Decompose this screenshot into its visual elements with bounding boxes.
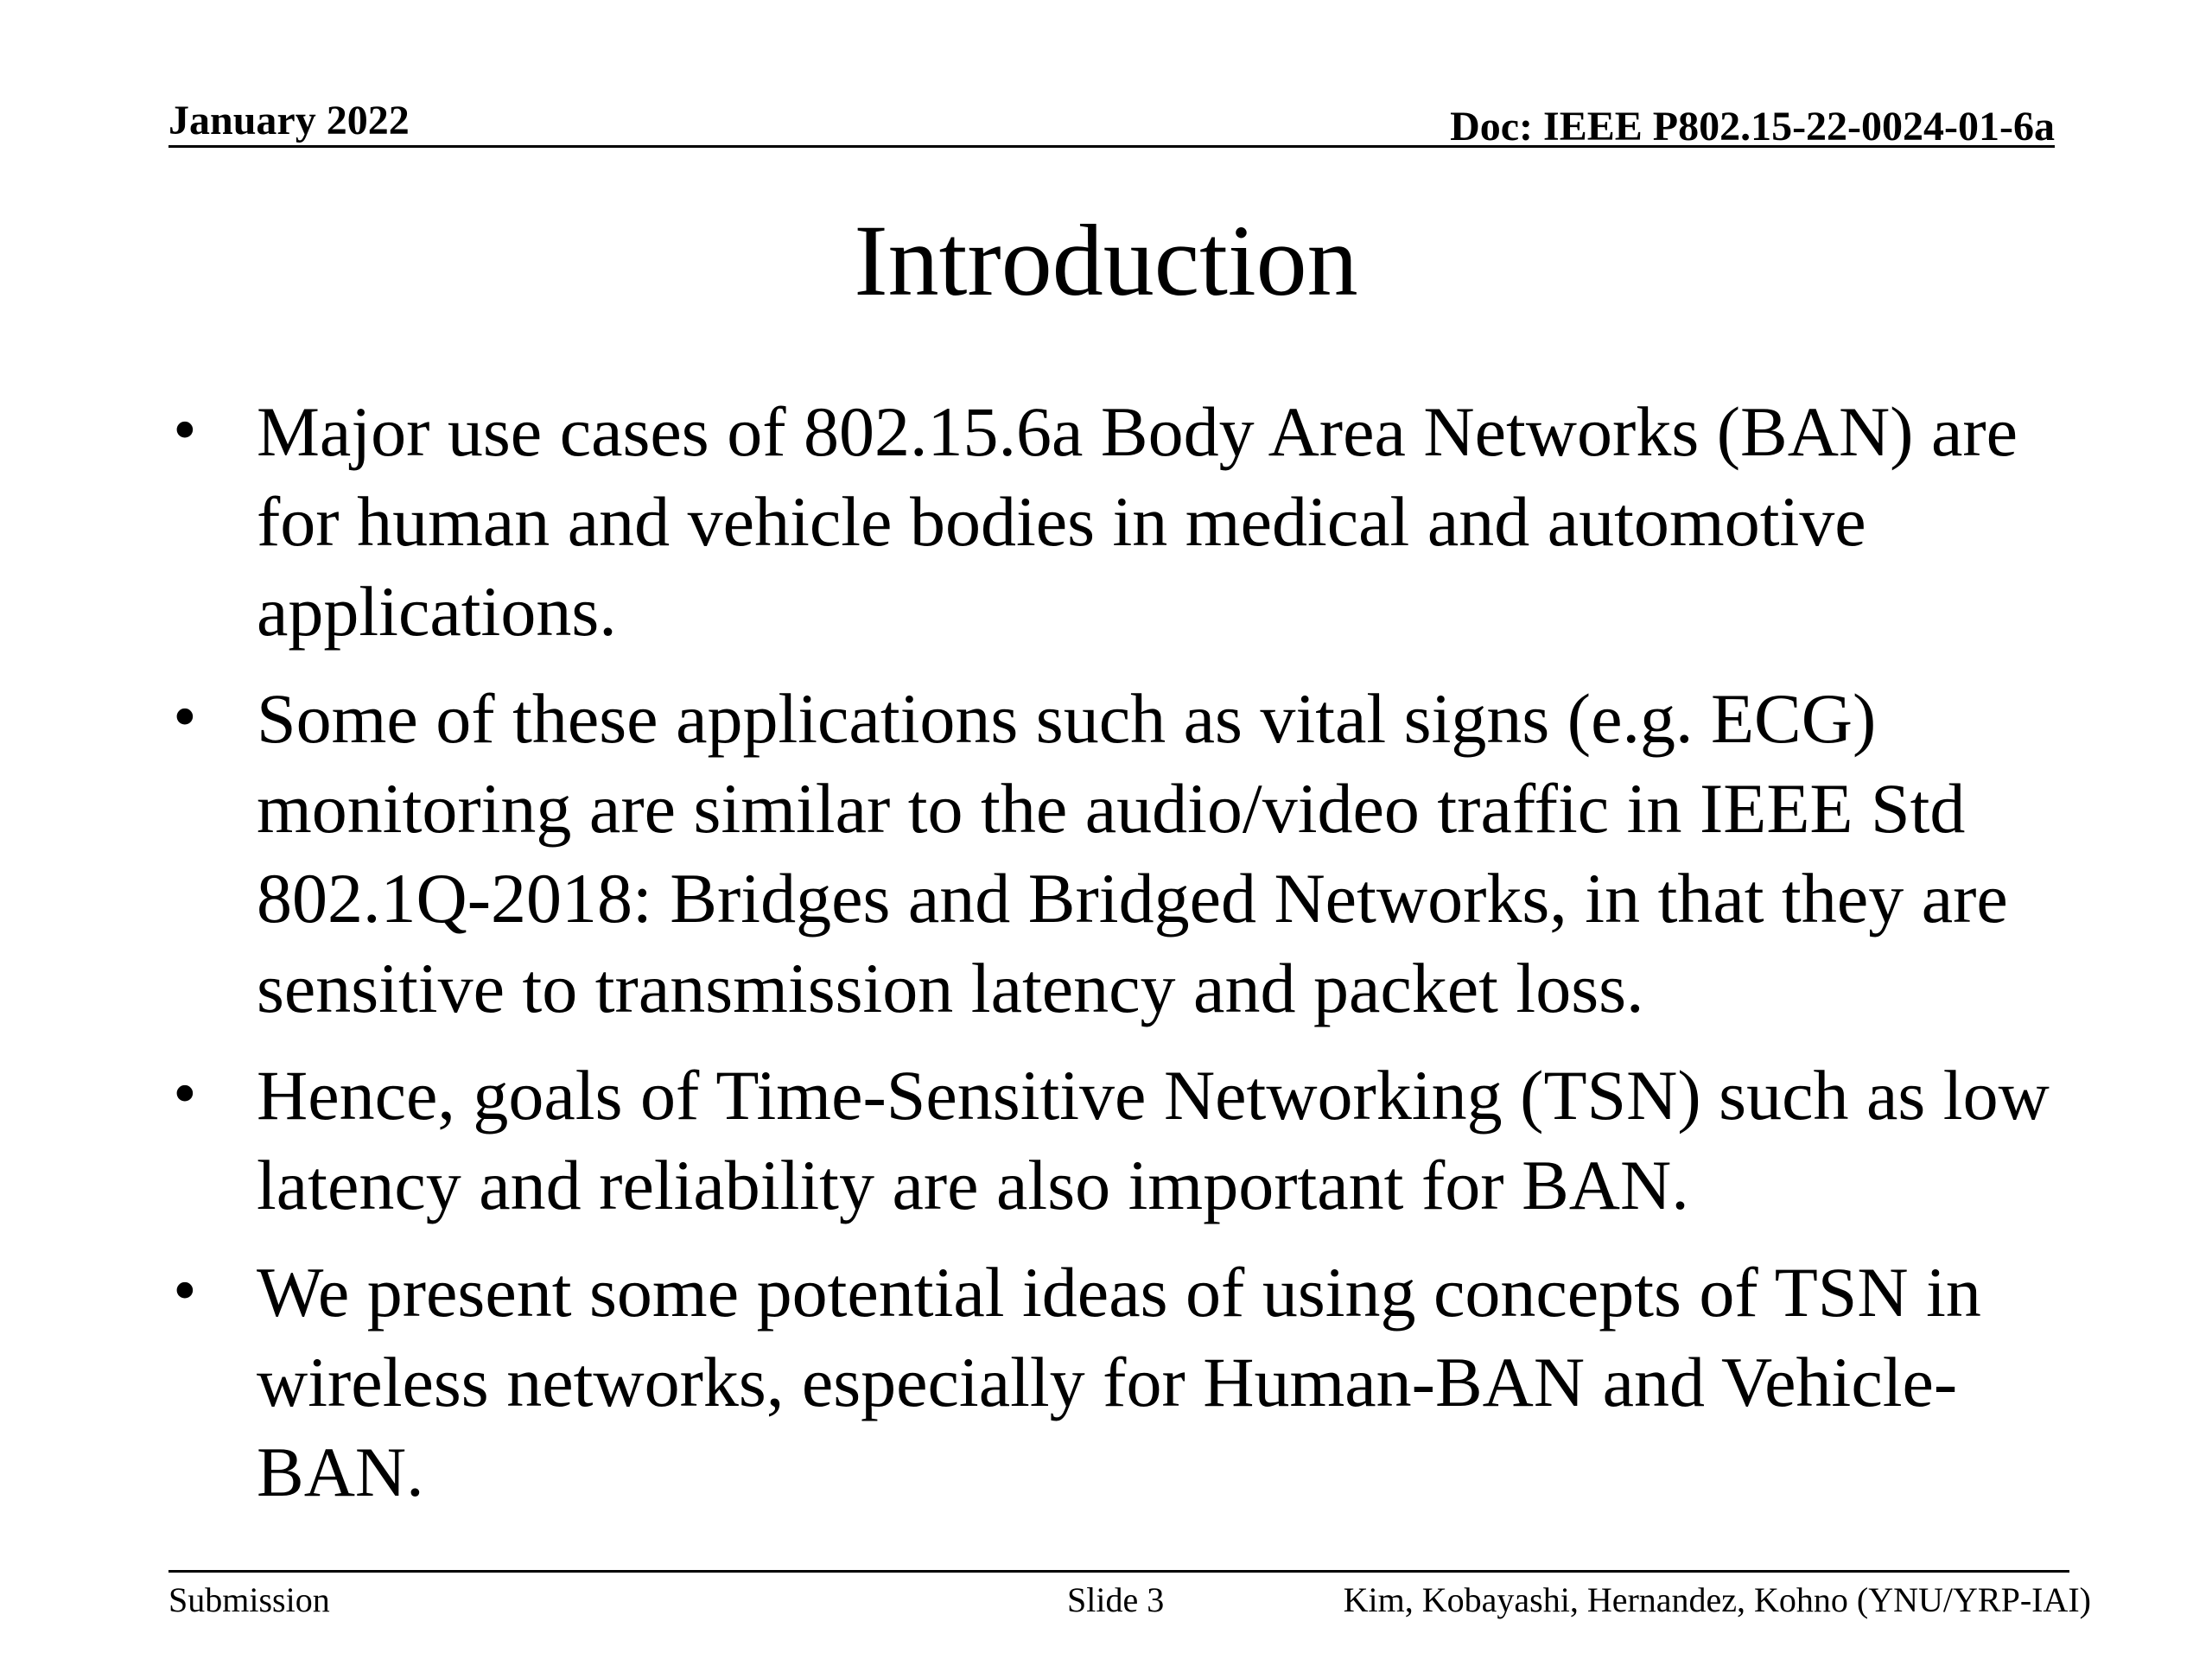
footer-slide-number: Slide 3	[1067, 1580, 1165, 1619]
slide-title: Introduction	[854, 204, 1358, 317]
bullet-text: Major use cases of 802.15.6a Body Area Networks (BAN) are for human and vehicle bodies in medical and automotive applications.	[257, 392, 2018, 651]
footer-divider	[168, 1570, 2069, 1573]
header-date: January 2022	[168, 98, 410, 143]
footer-authors: Kim, Kobayashi, Hernandez, Kohno (YNU/YRP-IAI)	[1343, 1580, 2091, 1619]
bullet-text: Hence, goals of Time-Sensitive Networking (TSN) such as low latency and reliability are also important for BAN.	[257, 1056, 2050, 1224]
bullet-item	[168, 1248, 2069, 1517]
bullet-marker: •	[168, 1261, 201, 1325]
bullet-text: Some of these applications such as vital signs (e.g. ECG) monitoring are similar to the audio/video traffic in IEEE Std 802.1Q-2018: Bridges and Bridged Networks, in that they are sensitive to transmission latency and packet loss.	[257, 679, 2008, 1027]
bullet-item	[168, 387, 2069, 657]
footer-submission: Submission	[168, 1580, 330, 1619]
bullet-marker: •	[168, 1064, 201, 1128]
bullet-text: We present some potential ideas of using concepts of TSN in wireless networks, especially for Human-BAN and Vehicle-BAN.	[257, 1253, 1981, 1511]
bullet-marker: •	[168, 400, 201, 464]
bullet-marker: •	[168, 687, 201, 751]
header-divider	[168, 145, 2055, 148]
bullet-item	[168, 1051, 2069, 1230]
bullet-item	[168, 674, 2069, 1033]
bullet-list	[168, 387, 2069, 1535]
header-doc-id: Doc: IEEE P802.15-22-0024-01-6a	[1450, 104, 2055, 149]
